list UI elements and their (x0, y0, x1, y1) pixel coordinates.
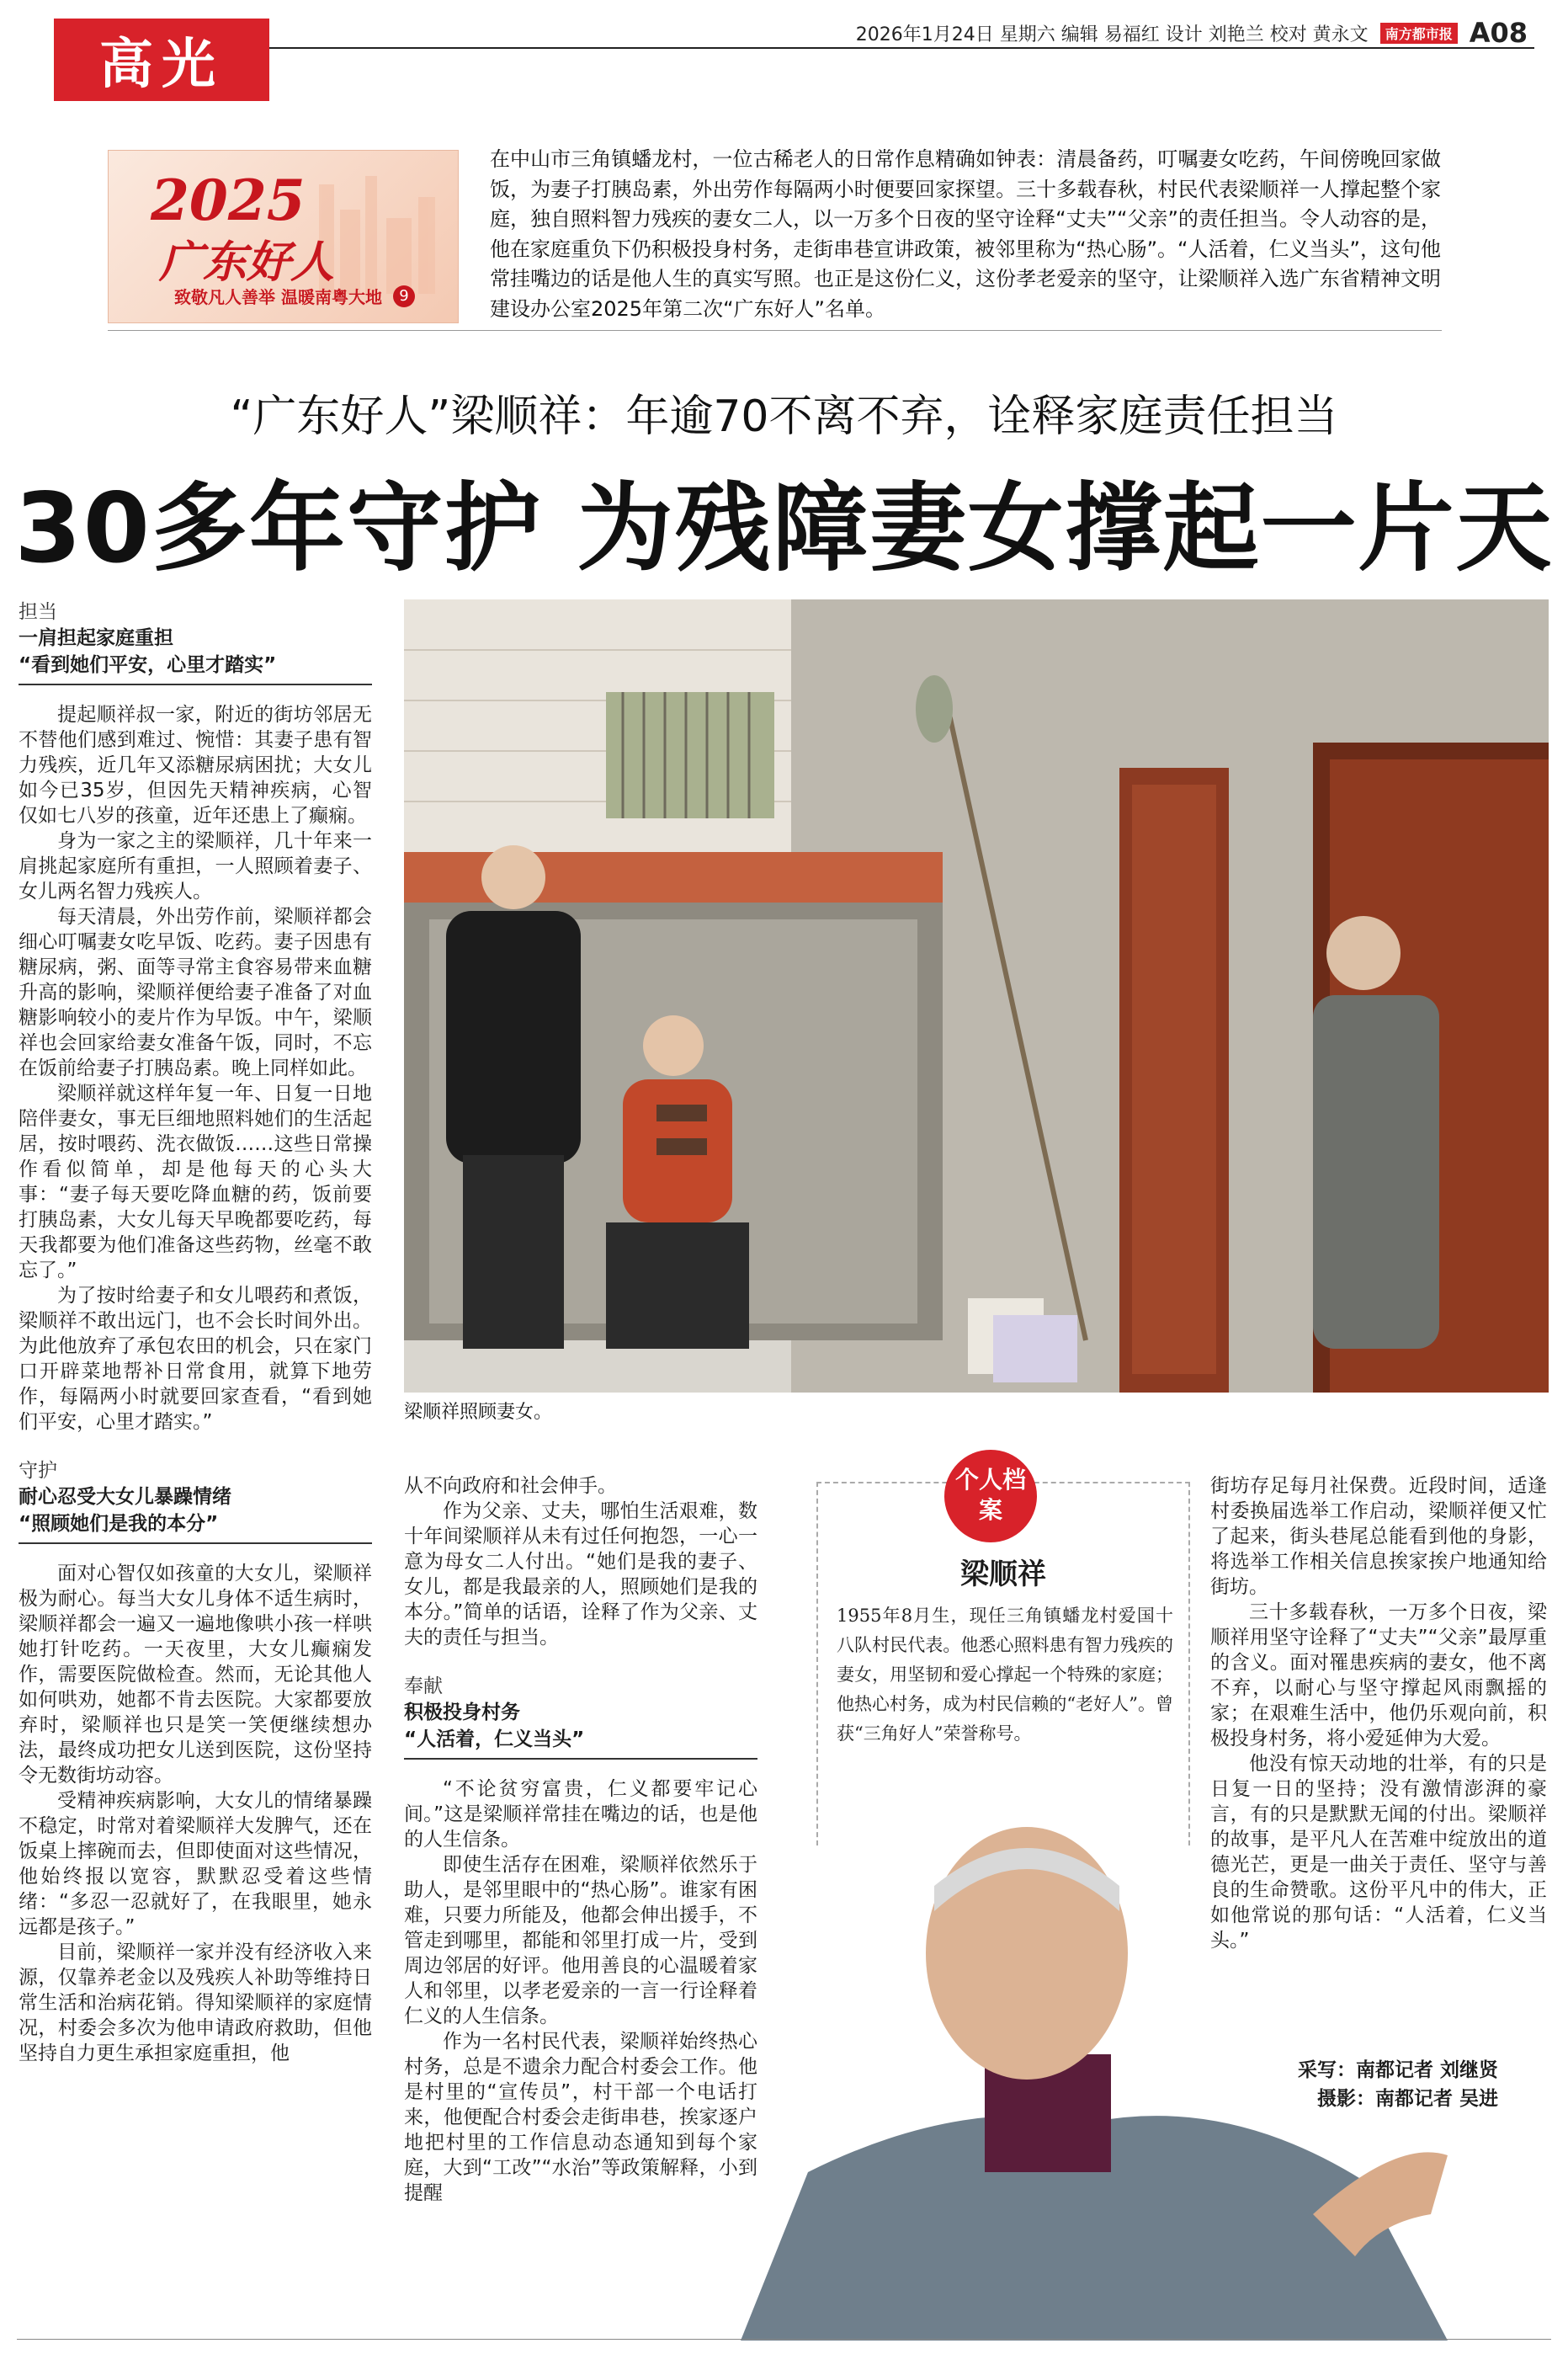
page-number: A08 (1469, 17, 1528, 49)
bottom-rule (17, 2339, 1551, 2340)
writer-credit: 采写：南都记者 刘继贤 (1297, 2059, 1498, 2081)
section-title: 一肩担起家庭重担 (19, 627, 173, 649)
paragraph: 每天清晨，外出劳作前，梁顺祥都会细心叮嘱妻女吃早饭、吃药。妻子因患有糖尿病，粥、面等寻常主食容易带来血糖升高的影响，梁顺祥便给妻子准备了对血糖影响较小的麦片作为早饭。中午，梁顺祥也会回家给妻女准备午饭，同时，不忘在饭前给妻子打胰岛素。晚上同样如此。 (19, 906, 372, 1079)
profile-badge: 个人档案 (944, 1450, 1037, 1542)
section-kicker: 担当 (19, 601, 57, 623)
paragraph: 为了按时给妻子和女儿喂药和煮饭，梁顺祥不敢出远门，也不会长时间外出。为此他放弃了承包农田的机会，只在家门口开辟菜地帮补日常食用，就算下地劳作，每隔两小时就要回家查看，“看到她们平安，心里才踏实。” (19, 1285, 372, 1433)
banner-year: 2025 (151, 168, 306, 233)
paragraph: 从不向政府和社会伸手。 (404, 1475, 617, 1497)
profile-name: 梁顺祥 (960, 1558, 1046, 1591)
lead-paragraph: 在中山市三角镇蟠龙村，一位古稀老人的日常作息精确如钟表：清晨备药，叮嘱妻女吃药，午间傍晚回家做饭，为妻子打胰岛素，外出劳作每隔两小时便要回家探望。三十多载春秋，村民代表梁顺祥一人撑起整个家庭，独自照料智力残疾的妻女二人，以一万多个日夜的坚守诠释“丈夫”“父亲”的责任担当。令人动容的是，他在家庭重负下仍积极投身村务，走街串巷宣讲政策，被邻里称为“热心肠”。“人活着，仁义当头”，这句他常挂嘴边的话是他人生的真实写照。也正是这份仁义，这份孝老爱亲的坚守，让梁顺祥入选广东省精神文明建设办公室2025年第二次“广东好人”名单。 (490, 147, 1441, 321)
page-info (856, 17, 1528, 49)
column-1 (19, 599, 372, 2066)
main-headline: 30多年守护 为残障妻女撑起一片天 (14, 472, 1554, 584)
photo-scene (404, 599, 1549, 1393)
paragraph: 三十多载春秋，一万多个日夜，梁顺祥用坚守诠释了“丈夫”“父亲”最厚重的含义。面对罹患疾病的妻女，他不离不弃，以耐心与坚守撑起风雨飘摇的家；在艰难生活中，他仍乐观向前，积极投身村务，将小爱延伸为大爱。 (1210, 1601, 1547, 1750)
issue-number-badge: 9 (393, 285, 415, 307)
column-2 (404, 1473, 757, 2206)
paragraph: 街坊存足每月社保费。近段时间，适逢村委换届选举工作启动，梁顺祥便又忙了起来，街头巷尾总能看到他的身影，将选举工作相关信息挨家挨户地通知给街坊。 (1210, 1475, 1547, 1598)
paragraph: 作为父亲、丈夫，哪怕生活艰难，数十年间梁顺祥从未有过任何抱怨，一心一意为母女二人付出。“她们是我的妻子、女儿，都是我最亲的人，照顾她们是我的本分。”简单的话语，诠释了作为父亲、丈夫的责任与担当。 (404, 1500, 757, 1648)
column-4 (1210, 1473, 1547, 1953)
section-rule (404, 1758, 757, 1760)
photo-caption: 梁顺祥照顾妻女。 (404, 1402, 553, 1423)
credits (1195, 2056, 1498, 2113)
brand-logo: 南方都市报 (1380, 23, 1458, 44)
paragraph: 身为一家之主的梁顺祥，几十年来一肩挑起家庭所有重担，一人照顾着妻子、女儿两名智力残疾人。 (19, 830, 372, 903)
section-subtitle: “看到她们平安，心里才踏实” (19, 654, 277, 676)
guangdong-good-people-banner (108, 150, 459, 323)
banner-title: 广东好人 (159, 237, 335, 288)
paragraph: “不论贫穷富贵，仁义都要牢记心间。”这是梁顺祥常挂在嘴边的话，也是他的人生信条。 (404, 1778, 757, 1851)
paragraph: 受精神疾病影响，大女儿的情绪暴躁不稳定，时常对着梁顺祥大发脾气，还在饭桌上摔碗而去，但即使面对这些情况，他始终报以宽容，默默忍受着这些情绪：“多忍一忍就好了，在我眼里，她永远都是孩子。” (19, 1790, 372, 1938)
paragraph: 目前，梁顺祥一家并没有经济收入来源，仅靠养老金以及残疾人补助等维持日常生活和治病花销。得知梁顺祥的家庭情况，村委会多次为他申请政府救助，但他坚持自力更生承担家庭重担，他 (19, 1941, 372, 2064)
paragraph: 面对心智仅如孩童的大女儿，梁顺祥极为耐心。每当大女儿身体不适生病时，梁顺祥都会一遍又一遍地像哄小孩一样哄她打针吃药。一天夜里，大女儿癫痫发作，需要医院做检查。然而，无论其他人如何哄劝，她都不肯去医院。大家都要放弃时，梁顺祥也只是笑一笑便继续想办法，最终成功把女儿送到医院，这份坚持令无数街坊动容。 (19, 1563, 372, 1787)
photographer-credit: 摄影：南都记者 吴进 (1316, 2088, 1498, 2110)
subtitle: “广东好人”梁顺祥：年逾70不离不弃，诠释家庭责任担当 (230, 391, 1338, 442)
section-tag: 高光 (54, 19, 269, 101)
section-rule (19, 1542, 372, 1544)
section-rule (19, 684, 372, 685)
main-photo (404, 599, 1549, 1393)
section-subtitle: “照顾她们是我的本分” (19, 1513, 219, 1535)
date-line: 2026年1月24日 星期六 编辑 易福红 设计 刘艳兰 校对 黄永文 (855, 24, 1369, 45)
paragraph: 梁顺祥就这样年复一年、日复一日地陪伴妻女，事无巨细地照料她们的生活起居，按时喂药、洗衣做饭……这些日常操作看似简单，却是他每天的心头大事：“妻子每天要吃降血糖的药，饭前要打胰岛素，大女儿每天早晚都要吃药，每天我都要为他们准备这些药物，丝毫不敢忘了。” (19, 1083, 372, 1281)
profile-box (816, 1466, 1190, 1845)
section-kicker: 奉献 (404, 1675, 443, 1697)
banner-slogan: 致敬凡人善举 温暖南粤大地 (174, 287, 382, 307)
section-kicker: 守护 (19, 1460, 57, 1482)
paragraph: 即使生活存在困难，梁顺祥依然乐于助人，是邻里眼中的“热心肠”。谁家有困难，只要力所能及，他都会伸出援手，不管走到哪里，都能和邻里打成一片，受到周边邻居的好评。他用善良的心温暖着家人和邻里，以孝老爱亲的一言一行诠释着仁义的人生信条。 (404, 1854, 757, 2027)
profile-bio: 1955年8月生，现任三角镇蟠龙村爱国十八队村民代表。他悉心照料患有智力残疾的妻女，用坚韧和爱心撑起一个特殊的家庭；他热心村务，成为村民信赖的“老好人”。曾获“三角好人”荣誉称号。 (837, 1606, 1173, 1744)
paragraph: 作为一名村民代表，梁顺祥始终热心村务，总是不遗余力配合村委会工作。他是村里的“宣传员”，村干部一个电话打来，他便配合村委会走街串巷，挨家逐户地把村里的工作信息动态通知到每个家庭，大到“工改”“水治”等政策解释，小到提醒 (404, 2031, 757, 2204)
paragraph: 他没有惊天动地的壮举，有的只是日复一日的坚持；没有激情澎湃的豪言，有的只是默默无闻的付出。梁顺祥的故事，是平凡人在苦难中绽放出的道德光芒，更是一曲关于责任、坚守与善良的生命赞歌。这份平凡中的伟大，正如他常说的那句话：“人活着，仁义当头。” (1210, 1753, 1547, 1952)
paragraph: 提起顺祥叔一家，附近的街坊邻居无不替他们感到难过、惋惜：其妻子患有智力残疾，近几年又添糖尿病困扰；大女儿如今已35岁，但因先天精神疾病，心智仅如七八岁的孩童，近年还患上了癫痫。 (19, 704, 372, 827)
lead-rule (108, 330, 1442, 331)
section-subtitle: “人活着，仁义当头” (404, 1728, 585, 1750)
section-title: 耐心忍受大女儿暴躁情绪 (19, 1486, 231, 1508)
section-title: 积极投身村务 (404, 1702, 520, 1723)
